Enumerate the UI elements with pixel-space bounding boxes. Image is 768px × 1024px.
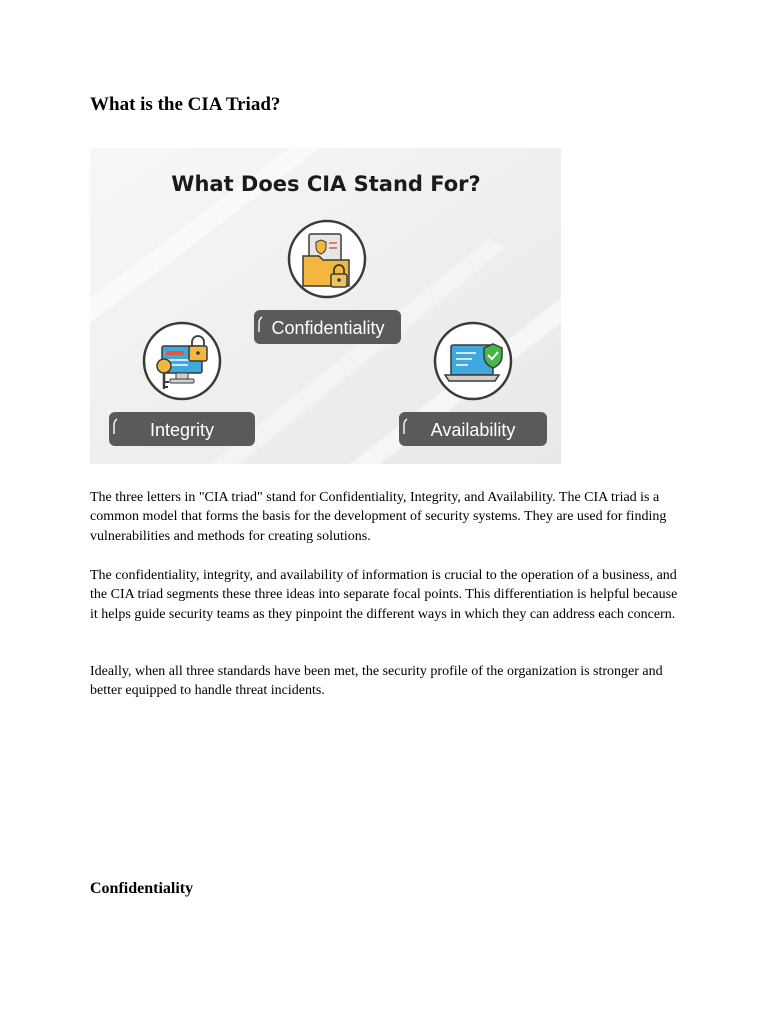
- paragraph: The three letters in "CIA triad" stand for Confidentiality, Integrity, and Availability. The CIA triad is a common model that forms the basis for the development of security systems. They are used for finding vulnerabilities and methods for creating solutions.: [90, 490, 667, 544]
- folder-lock-icon: [289, 221, 365, 297]
- laptop-shield-icon: [435, 323, 511, 399]
- cia-triad-figure: [90, 148, 561, 464]
- integrity-label: Integrity: [149, 420, 215, 440]
- confidentiality-label-pill: [254, 310, 401, 344]
- confidentiality-label: Confidentiality: [271, 318, 385, 338]
- section-heading: Confidentiality: [90, 880, 194, 897]
- computer-key-lock-icon: [144, 323, 220, 399]
- availability-label-pill: [399, 412, 547, 446]
- cia-triad-illustration: [90, 148, 561, 464]
- figure-title: What Does CIA Stand For?: [171, 172, 481, 196]
- page-title: What is the CIA Triad?: [90, 94, 281, 115]
- availability-label: Availability: [430, 420, 516, 440]
- integrity-label-pill: [109, 412, 255, 446]
- paragraph: The confidentiality, integrity, and availability of information is crucial to the operation of a business, and the CIA triad segments these three ideas into separate focal points. This differentiation is helpful because it helps guide security teams as they pinpoint the different ways in which they can address each concern.: [90, 568, 678, 622]
- paragraph: Ideally, when all three standards have been met, the security profile of the organization is stronger and better equipped to handle threat incidents.: [90, 664, 663, 699]
